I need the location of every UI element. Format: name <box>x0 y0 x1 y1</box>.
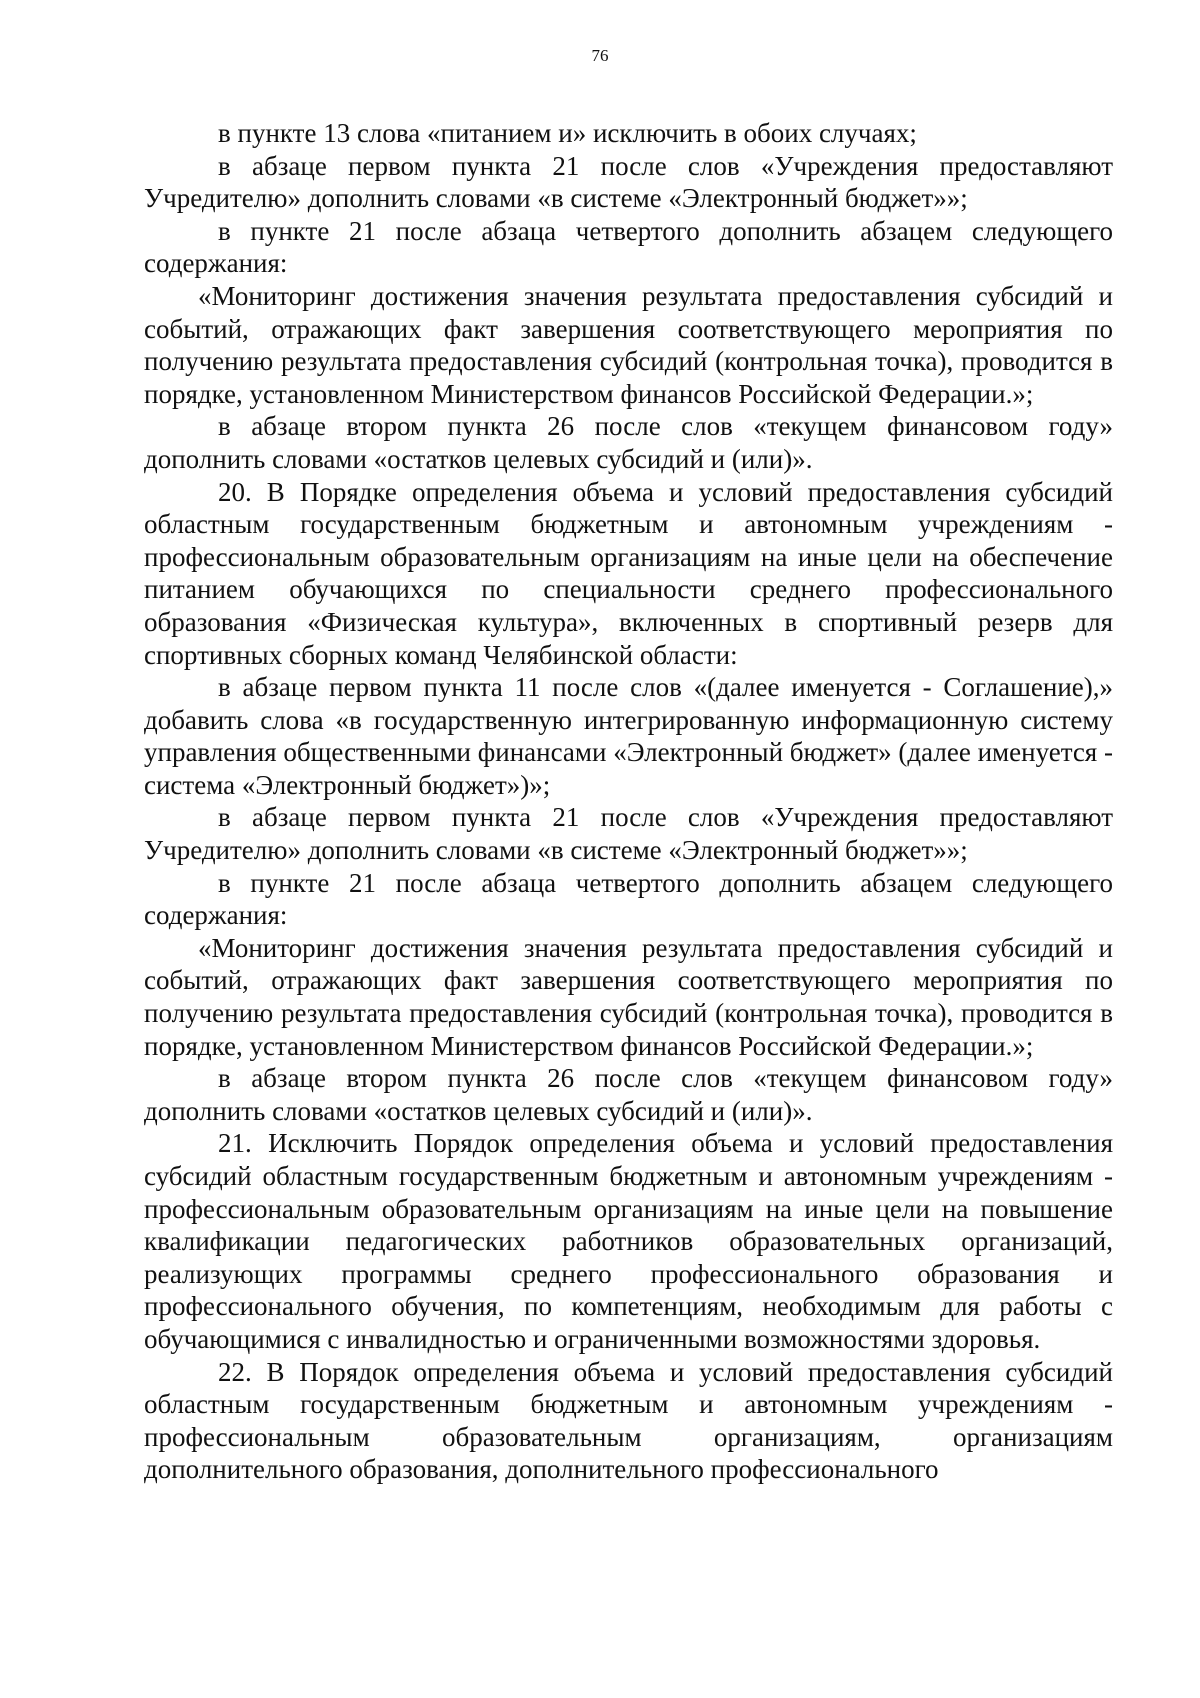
paragraph: в абзаце первом пункта 11 после слов «(далее именуется - Соглашение),» добавить слова «в государственную интегрированную информационную систему управления общественными финансами «Электронный бюджет» (далее именуется - система «Электронный бюджет»)»; <box>144 672 1113 800</box>
paragraph: в абзаце втором пункта 26 после слов «текущем финансовом году» дополнить словами «остатков целевых субсидий и (или)». <box>144 1063 1113 1126</box>
document-body <box>144 117 1113 1486</box>
paragraph: в абзаце первом пункта 21 после слов «Учреждения предоставляют Учредителю» дополнить словами «в системе «Электронный бюджет»»; <box>144 802 1113 866</box>
paragraph: в абзаце втором пункта 26 после слов «текущем финансовом году» дополнить словами «остатков целевых субсидий и (или)». <box>144 411 1113 474</box>
paragraph: в пункте 21 после абзаца четвертого дополнить абзацем следующего содержания: <box>144 867 1113 931</box>
numbered-paragraph-21: 21. Исключить Порядок определения объема и условий предоставления субсидий областным государственным бюджетным и автономным учреждениям - профессиональным образовательным организациям на иные цели на повышение квалификации педагогических работников образовательных организаций, реализующих программы среднего профессионального образования и профессионального обучения, по компетенциям, необходимым для работы с обучающимися с инвалидностью и ограниченными возможностями здоровья. <box>144 1128 1113 1354</box>
quoted-paragraph: «Мониторинг достижения значения результата предоставления субсидий и событий, отражающих факт завершения соответствующего мероприятия по получению результата предоставления субсидий (контрольная точка), проводится в порядке, установленном Министерством финансов Российской Федерации.»; <box>144 932 1113 1061</box>
paragraph: в пункте 13 слова «питанием и» исключить в обоих случаях; <box>218 118 917 148</box>
paragraph: в пункте 21 после абзаца четвертого дополнить абзацем следующего содержания: <box>144 215 1113 279</box>
page-number: 76 <box>591 46 609 65</box>
numbered-paragraph-20: 20. В Порядке определения объема и условий предоставления субсидий областным государственным бюджетным и автономным учреждениям - профессиональным образовательным организациям на иные цели на обеспечение питанием обучающихся по специальности среднего профессионального образования «Физическая культура», включенных в спортивный резерв для спортивных сборных команд Челябинской области: <box>144 476 1113 670</box>
paragraph: в абзаце первом пункта 21 после слов «Учреждения предоставляют Учредителю» дополнить словами «в системе «Электронный бюджет»»; <box>144 150 1113 214</box>
quoted-paragraph: «Мониторинг достижения значения результата предоставления субсидий и событий, отражающих факт завершения соответствующего мероприятия по получению результата предоставления субсидий (контрольная точка), проводится в порядке, установленном Министерством финансов Российской Федерации.»; <box>144 280 1113 409</box>
numbered-paragraph-22: 22. В Порядок определения объема и условий предоставления субсидий областным государственным бюджетным и автономным учреждениям - профессиональным образовательным организациям, организациям дополнительного образования, дополнительного профессионального <box>144 1356 1113 1485</box>
